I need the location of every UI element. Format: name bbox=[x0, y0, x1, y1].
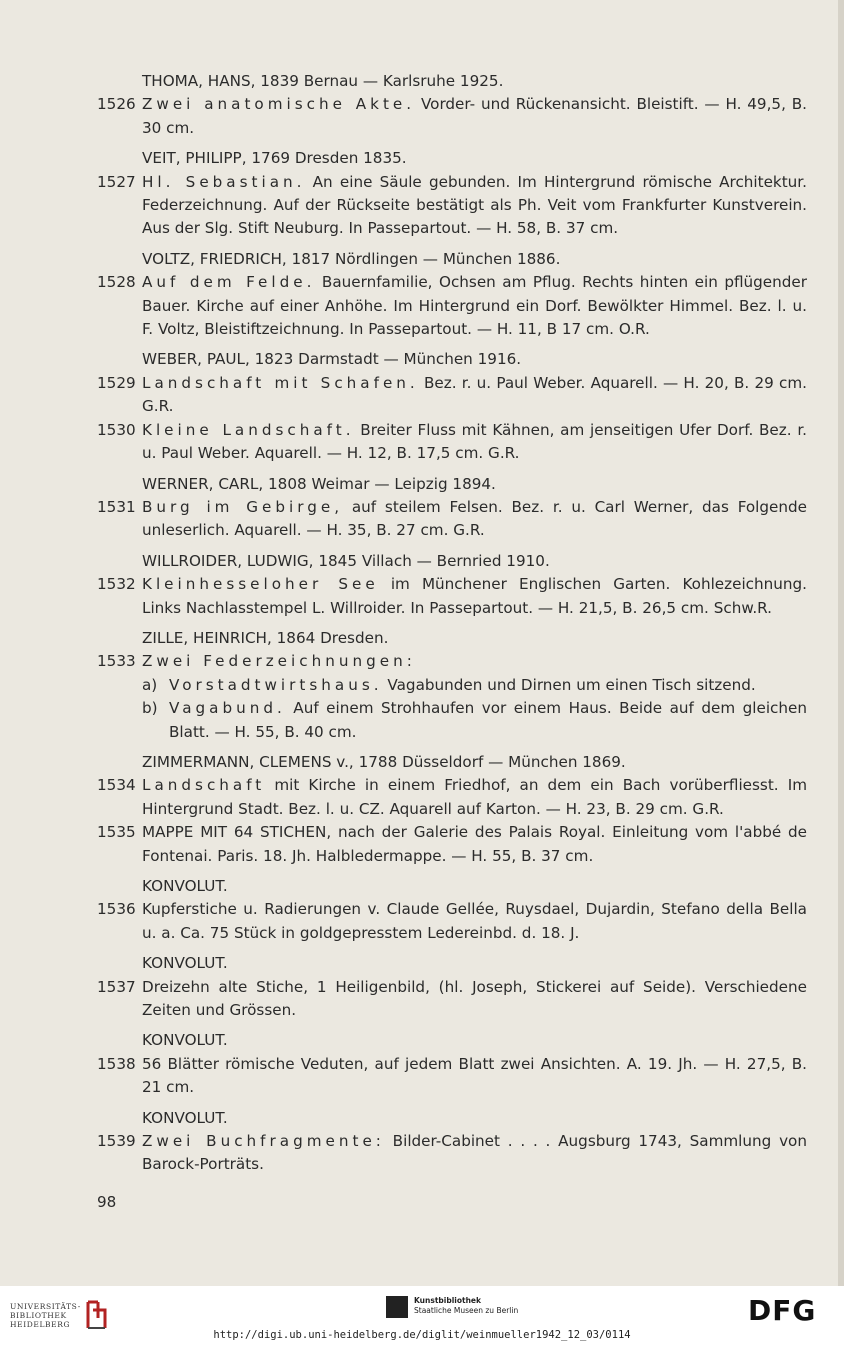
catalogue-entry bbox=[97, 93, 807, 140]
catalogue-entry bbox=[97, 372, 807, 419]
ub-line: HEIDELBERG bbox=[10, 1319, 71, 1329]
entry-subitem bbox=[142, 674, 807, 697]
entry-title: Kleine Landschaft. bbox=[142, 420, 355, 439]
entry-description: mit Kirche in einem Friedhof, an dem ein Bach vorüberfliesst. Im Hintergrund Stadt. Bez. l. u. CZ. Aquarell auf Karton. — H. 23, B. 29 cm. G.R. bbox=[142, 776, 807, 818]
lot-number: 1528 bbox=[97, 273, 136, 292]
catalogue-entry bbox=[97, 573, 807, 620]
lot-number: 1534 bbox=[97, 776, 136, 795]
entry-title: Burg im Gebirge, bbox=[142, 497, 344, 516]
ub-emblem-icon bbox=[85, 1298, 109, 1332]
lot-number: 1531 bbox=[97, 497, 136, 516]
lot-number: 1536 bbox=[97, 900, 136, 919]
entry-body bbox=[142, 372, 807, 419]
entry-title: Landschaft mit Schafen. bbox=[142, 373, 419, 392]
entry-body bbox=[142, 419, 807, 466]
page-number: 98 bbox=[97, 1193, 117, 1211]
lot-number: 1532 bbox=[97, 575, 136, 594]
subitem-title: Vagabund. bbox=[169, 699, 286, 718]
ub-line: BIBLIOTHEK bbox=[10, 1310, 67, 1320]
ub-heidelberg-logo[interactable] bbox=[10, 1298, 109, 1332]
artist-heading: KONVOLUT. bbox=[142, 1031, 228, 1050]
kunstbibliothek-logo[interactable] bbox=[386, 1296, 518, 1318]
subitem-title: Vorstadtwirtshaus. bbox=[169, 675, 383, 694]
dfg-logo[interactable]: DFG bbox=[748, 1294, 817, 1327]
entry-body bbox=[142, 271, 807, 341]
entry-body bbox=[142, 774, 807, 821]
lot-number: 1529 bbox=[97, 373, 136, 392]
entry-description: Bez. r. u. Paul Weber. Aquarell. — H. 20, B. 29 cm. G.R. bbox=[142, 373, 807, 416]
catalogue-entry bbox=[97, 271, 807, 341]
entry-body bbox=[142, 650, 807, 673]
subitem-description: Auf einem Strohhaufen vor einem Haus. Beide auf dem gleichen Blatt. — H. 55, B. 40 cm. bbox=[169, 699, 807, 741]
entry-body bbox=[142, 1130, 807, 1177]
lot-number: 1537 bbox=[97, 977, 136, 996]
artist-heading: KONVOLUT. bbox=[142, 954, 228, 973]
catalogue-entry bbox=[97, 1053, 807, 1100]
entry-body bbox=[142, 821, 807, 868]
entry-title: Zwei Federzeichnungen: bbox=[142, 652, 416, 671]
lot-number: 1533 bbox=[97, 652, 136, 671]
lot-number: 1538 bbox=[97, 1054, 136, 1073]
kunstbibliothek-mark-icon bbox=[386, 1296, 408, 1318]
entry-body bbox=[142, 1053, 807, 1100]
entry-description: MAPPE MIT 64 STICHEN, nach der Galerie des Palais Royal. Einleitung vom l'abbé de Fontenai. Paris. 18. Jh. Halbledermappe. — H. 55, B. 37 cm. bbox=[142, 823, 807, 865]
entry-description: auf steilem Felsen. Bez. r. u. Carl Werner, das Folgende unleserlich. Aquarell. — H. 35, B. 27 cm. G.R. bbox=[142, 497, 807, 540]
subitem-letter: a) bbox=[142, 675, 158, 694]
entry-title: Zwei anatomische Akte. bbox=[142, 95, 416, 114]
artist-heading: VEIT, PHILIPP, 1769 Dresden 1835. bbox=[142, 149, 407, 168]
entry-description: Kupferstiche u. Radierungen v. Claude Gellée, Ruysdael, Dujardin, Stefano della Bella u. a. Ca. 75 Stück in goldgepresstem Ledereinbd. d. 18. J. bbox=[142, 900, 807, 942]
entry-description: Bilder-Cabinet . . . . Augsburg 1743, Sammlung von Barock-Porträts. bbox=[142, 1132, 807, 1174]
entry-title: Hl. Sebastian. bbox=[142, 172, 306, 191]
kb-subtitle: Staatliche Museen zu Berlin bbox=[414, 1306, 519, 1315]
entry-title: Landschaft bbox=[142, 776, 266, 795]
entry-title: Kleinhesseloher See bbox=[142, 575, 379, 594]
lot-number: 1527 bbox=[97, 172, 136, 191]
entry-description: Bauernfamilie, Ochsen am Pflug. Rechts hinten ein pflügender Bauer. Kirche auf einer Anhöhe. Im Hintergrund ein Dorf. Bewölkter Himmel. Bez. l. u. F. Voltz, Bleistiftzeichnung. In Passepartout. — H. 11, B 17 cm. O.R. bbox=[142, 273, 808, 339]
entry-body bbox=[142, 496, 807, 543]
lot-number: 1539 bbox=[97, 1132, 136, 1151]
page-edge bbox=[838, 0, 844, 1286]
artist-heading: KONVOLUT. bbox=[142, 1108, 228, 1127]
catalogue-text bbox=[97, 70, 807, 1177]
entry-body bbox=[142, 898, 807, 945]
catalogue-entry bbox=[97, 1130, 807, 1177]
subitem-body bbox=[169, 697, 807, 744]
permalink-url[interactable]: http://digi.ub.uni-heidelberg.de/diglit/weinmueller1942_12_03/0114 bbox=[213, 1329, 631, 1341]
entry-description: im Münchener Englischen Garten. Kohlezeichnung. Links Nachlasstempel L. Willroider. In Passepartout. — H. 21,5, B. 26,5 cm. Schw.R. bbox=[142, 575, 807, 617]
entry-description: 56 Blätter römische Veduten, auf jedem Blatt zwei Ansichten. A. 19. Jh. — H. 27,5, B. 21 cm. bbox=[142, 1054, 807, 1097]
entry-description: An eine Säule gebunden. Im Hintergrund römische Architektur. Federzeichnung. Auf der Rückseite bestätigt als Ph. Veit vom Frankfurter Kunstverein. Aus der Slg. Stift Neuburg. In Passepartout. — H. 58, B. 37 cm. bbox=[142, 172, 807, 238]
entry-body bbox=[142, 976, 807, 1023]
catalogue-entry bbox=[97, 419, 807, 466]
catalogue-entry bbox=[97, 774, 807, 821]
artist-heading: VOLTZ, FRIEDRICH, 1817 Nördlingen — München 1886. bbox=[142, 249, 561, 268]
catalogue-entry bbox=[97, 650, 807, 673]
catalogue-entry bbox=[97, 976, 807, 1023]
kb-name: Kunstbibliothek bbox=[414, 1296, 482, 1305]
artist-heading: ZILLE, HEINRICH, 1864 Dresden. bbox=[142, 628, 389, 647]
artist-heading: WERNER, CARL, 1808 Weimar — Leipzig 1894. bbox=[142, 474, 496, 493]
entry-body bbox=[142, 573, 807, 620]
entry-title: Zwei Buchfragmente: bbox=[142, 1132, 385, 1151]
lot-number: 1535 bbox=[97, 823, 136, 842]
artist-heading: KONVOLUT. bbox=[142, 877, 228, 895]
entry-subitem bbox=[142, 697, 807, 744]
artist-heading: ZIMMERMANN, CLEMENS v., 1788 Düsseldorf — München 1869. bbox=[142, 752, 626, 771]
artist-heading: THOMA, HANS, 1839 Bernau — Karlsruhe 1925. bbox=[142, 72, 504, 90]
entry-description: Dreizehn alte Stiche, 1 Heiligenbild, (hl. Joseph, Stickerei auf Seide). Verschiedene Zeiten und Grössen. bbox=[142, 977, 807, 1020]
entry-description: Breiter Fluss mit Kähnen, am jenseitigen Ufer Dorf. Bez. r. u. Paul Weber. Aquarell. — H. 12, B. 17,5 cm. G.R. bbox=[142, 420, 807, 463]
entry-title: Auf dem Felde. bbox=[142, 273, 316, 292]
lot-number: 1530 bbox=[97, 420, 136, 439]
catalogue-entry bbox=[97, 496, 807, 543]
subitem-body bbox=[169, 674, 807, 697]
subitem-description: Vagabunden und Dirnen um einen Tisch sitzend. bbox=[382, 675, 756, 694]
artist-heading: WILLROIDER, LUDWIG, 1845 Villach — Bernried 1910. bbox=[142, 551, 550, 570]
catalogue-entry bbox=[97, 821, 807, 868]
catalogue-entry bbox=[97, 898, 807, 945]
subitem-letter: b) bbox=[142, 699, 158, 718]
entry-description: Vorder- und Rückenansicht. Bleistift. — H. 49,5, B. 30 cm. bbox=[142, 95, 807, 137]
ub-line: UNIVERSITÄTS- bbox=[10, 1301, 81, 1311]
lot-number: 1526 bbox=[97, 95, 136, 114]
entry-body bbox=[142, 171, 807, 241]
artist-heading: WEBER, PAUL, 1823 Darmstadt — München 1916. bbox=[142, 350, 522, 369]
catalogue-entry bbox=[97, 171, 807, 241]
entry-body bbox=[142, 93, 807, 140]
